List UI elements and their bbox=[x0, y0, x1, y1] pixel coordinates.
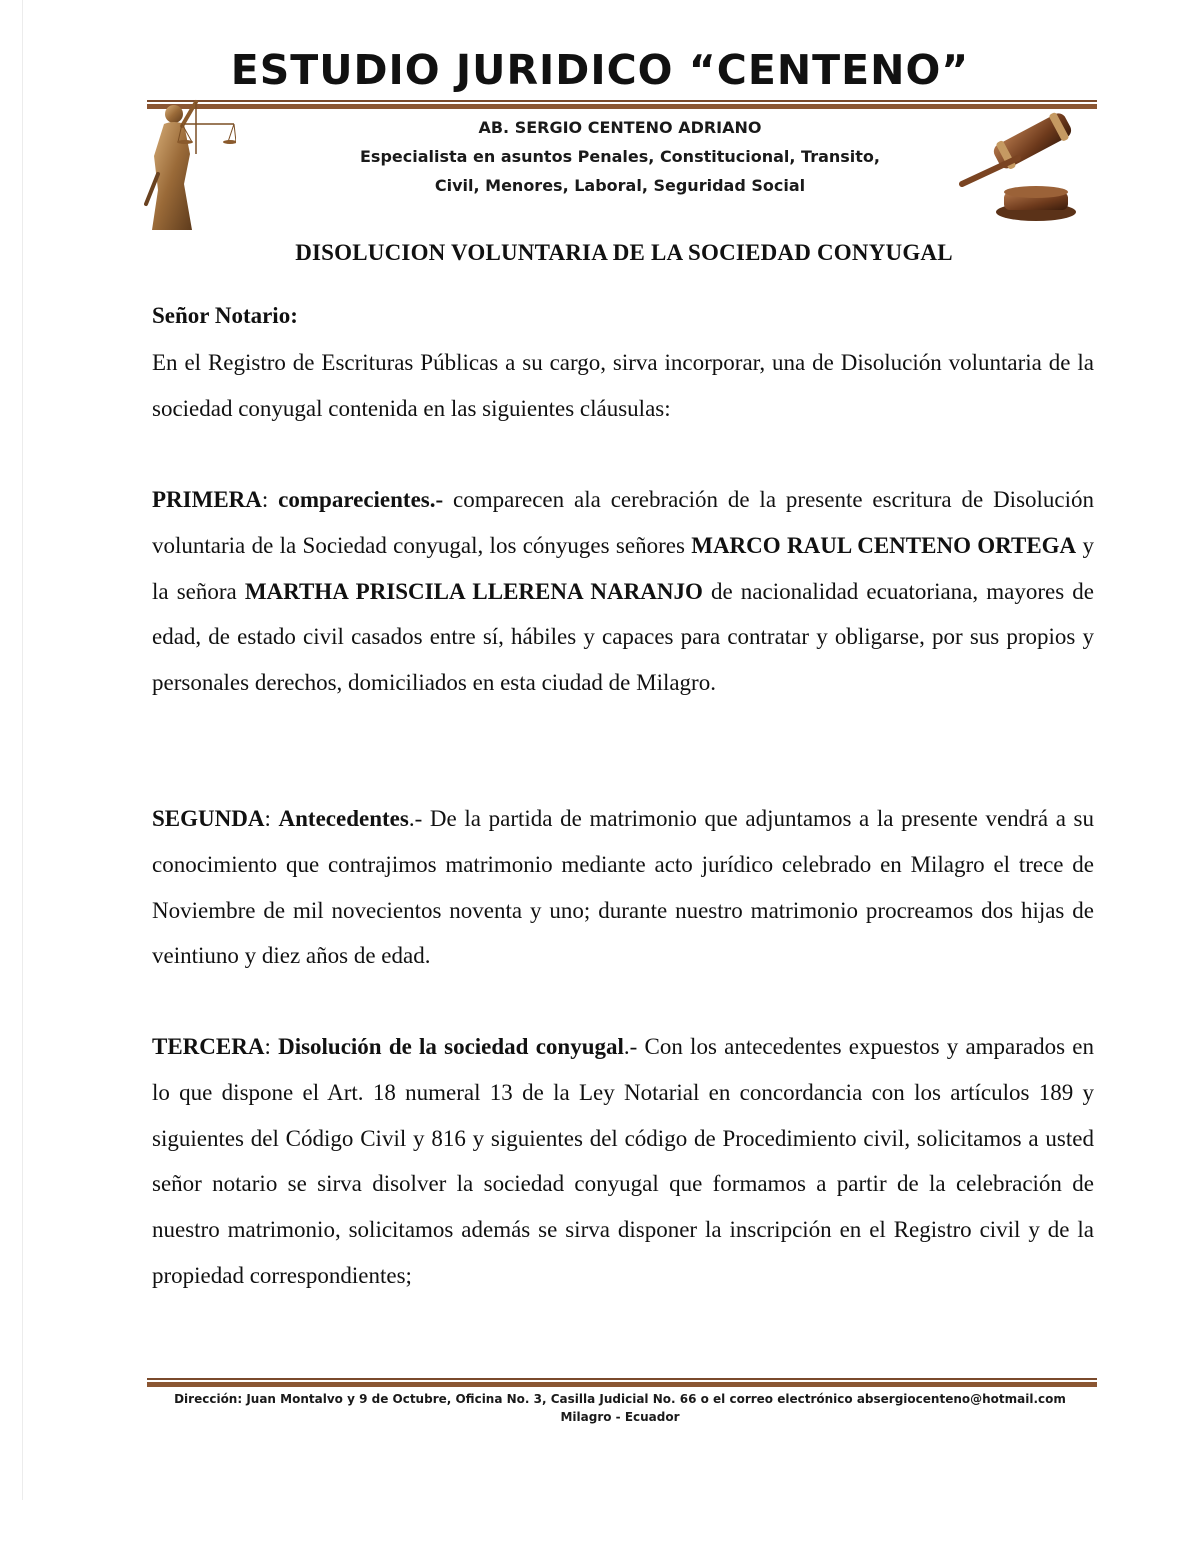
footer-rule bbox=[147, 1378, 1097, 1387]
document-title: DISOLUCION VOLUNTARIA DE LA SOCIEDAD CONYUGAL bbox=[295, 240, 953, 265]
clause-tercera bbox=[152, 1024, 1094, 1299]
spouse-name-2: MARTHA PRISCILA LLERENA NARANJO bbox=[244, 578, 703, 604]
clause-segunda bbox=[152, 796, 1094, 979]
gavel-icon bbox=[952, 110, 1094, 226]
clause-text: de nacionalidad ecuatoriana, mayores de edad, de estado civil casados entre sí, hábiles y capaces para contratar y obligarse, por sus propios y personales derechos, domiciliados en esta ciudad de Milagro. bbox=[152, 578, 1094, 696]
clause-colon: : bbox=[261, 487, 269, 512]
clause-heading: Antecedentes bbox=[278, 806, 409, 831]
intro-paragraph: En el Registro de Escrituras Públicas a su cargo, sirva incorporar, una de Disolución voluntaria de la sociedad conyugal contenida en las siguientes cláusulas: bbox=[152, 350, 1094, 421]
lady-justice-icon bbox=[144, 94, 236, 230]
lawyer-name: AB. SERGIO CENTENO ADRIANO bbox=[478, 118, 762, 137]
clause-text: .- De la partida de matrimonio que adjuntamos a la presente vendrá a su conocimiento que contrajimos matrimonio mediante acto jurídico celebrado en Milagro el trece de Noviembre de mil novecientos noventa y uno; durante nuestro matrimonio procreamos dos hijas de veintiuno y diez años de edad. bbox=[152, 806, 1095, 969]
clause-label: PRIMERA bbox=[152, 487, 262, 512]
spouse-name-1: MARCO RAUL CENTENO ORTEGA bbox=[691, 532, 1077, 558]
page-edge-line bbox=[22, 0, 23, 1500]
clause-heading: comparecientes.- bbox=[278, 487, 444, 512]
footer-address: Dirección: Juan Montalvo y 9 de Octubre, Oficina No. 3, Casilla Judicial No. 66 o el correo electrónico absergiocenteno@hotmail.com bbox=[174, 1392, 1066, 1406]
clause-primera bbox=[152, 477, 1094, 706]
header-rule bbox=[147, 100, 1097, 109]
clause-label: TERCERA bbox=[152, 1034, 265, 1059]
specialty-line-1: Especialista en asuntos Penales, Constitucional, Transito, bbox=[359, 147, 880, 166]
clause-text: y la señora bbox=[152, 532, 1094, 604]
clause-text: comparecen ala cerebración de la presente escritura de Disolución voluntaria de la Sociedad conyugal, los cónyuges señores bbox=[152, 487, 1095, 558]
letterhead-info bbox=[300, 113, 940, 200]
firm-name: ESTUDIO JURIDICO “CENTENO” bbox=[230, 46, 970, 94]
clause-label: SEGUNDA bbox=[152, 806, 265, 831]
salutation: Señor Notario: bbox=[152, 303, 298, 328]
clause-heading: Disolución de la sociedad conyugal bbox=[278, 1034, 624, 1059]
clause-colon: : bbox=[264, 1034, 271, 1059]
footer-city: Milagro - Ecuador bbox=[560, 1410, 680, 1424]
clause-text: .- Con los antecedentes expuestos y amparados en lo que dispone el Art. 18 numeral 13 de la Ley Notarial en concordancia con los artículos 189 y siguientes del Código Civil y 816 y siguientes del código de Procedimiento civil, solicitamos a usted señor notario se sirva disolver la sociedad conyugal que formamos a partir de la celebración de nuestro matrimonio, solicitamos además se sirva disponer la inscripción en el Registro civil y de la propiedad correspondientes; bbox=[152, 1034, 1094, 1288]
footer bbox=[0, 1390, 1200, 1426]
specialty-line-2: Civil, Menores, Laboral, Seguridad Social bbox=[434, 176, 806, 195]
clause-colon: : bbox=[264, 806, 271, 831]
